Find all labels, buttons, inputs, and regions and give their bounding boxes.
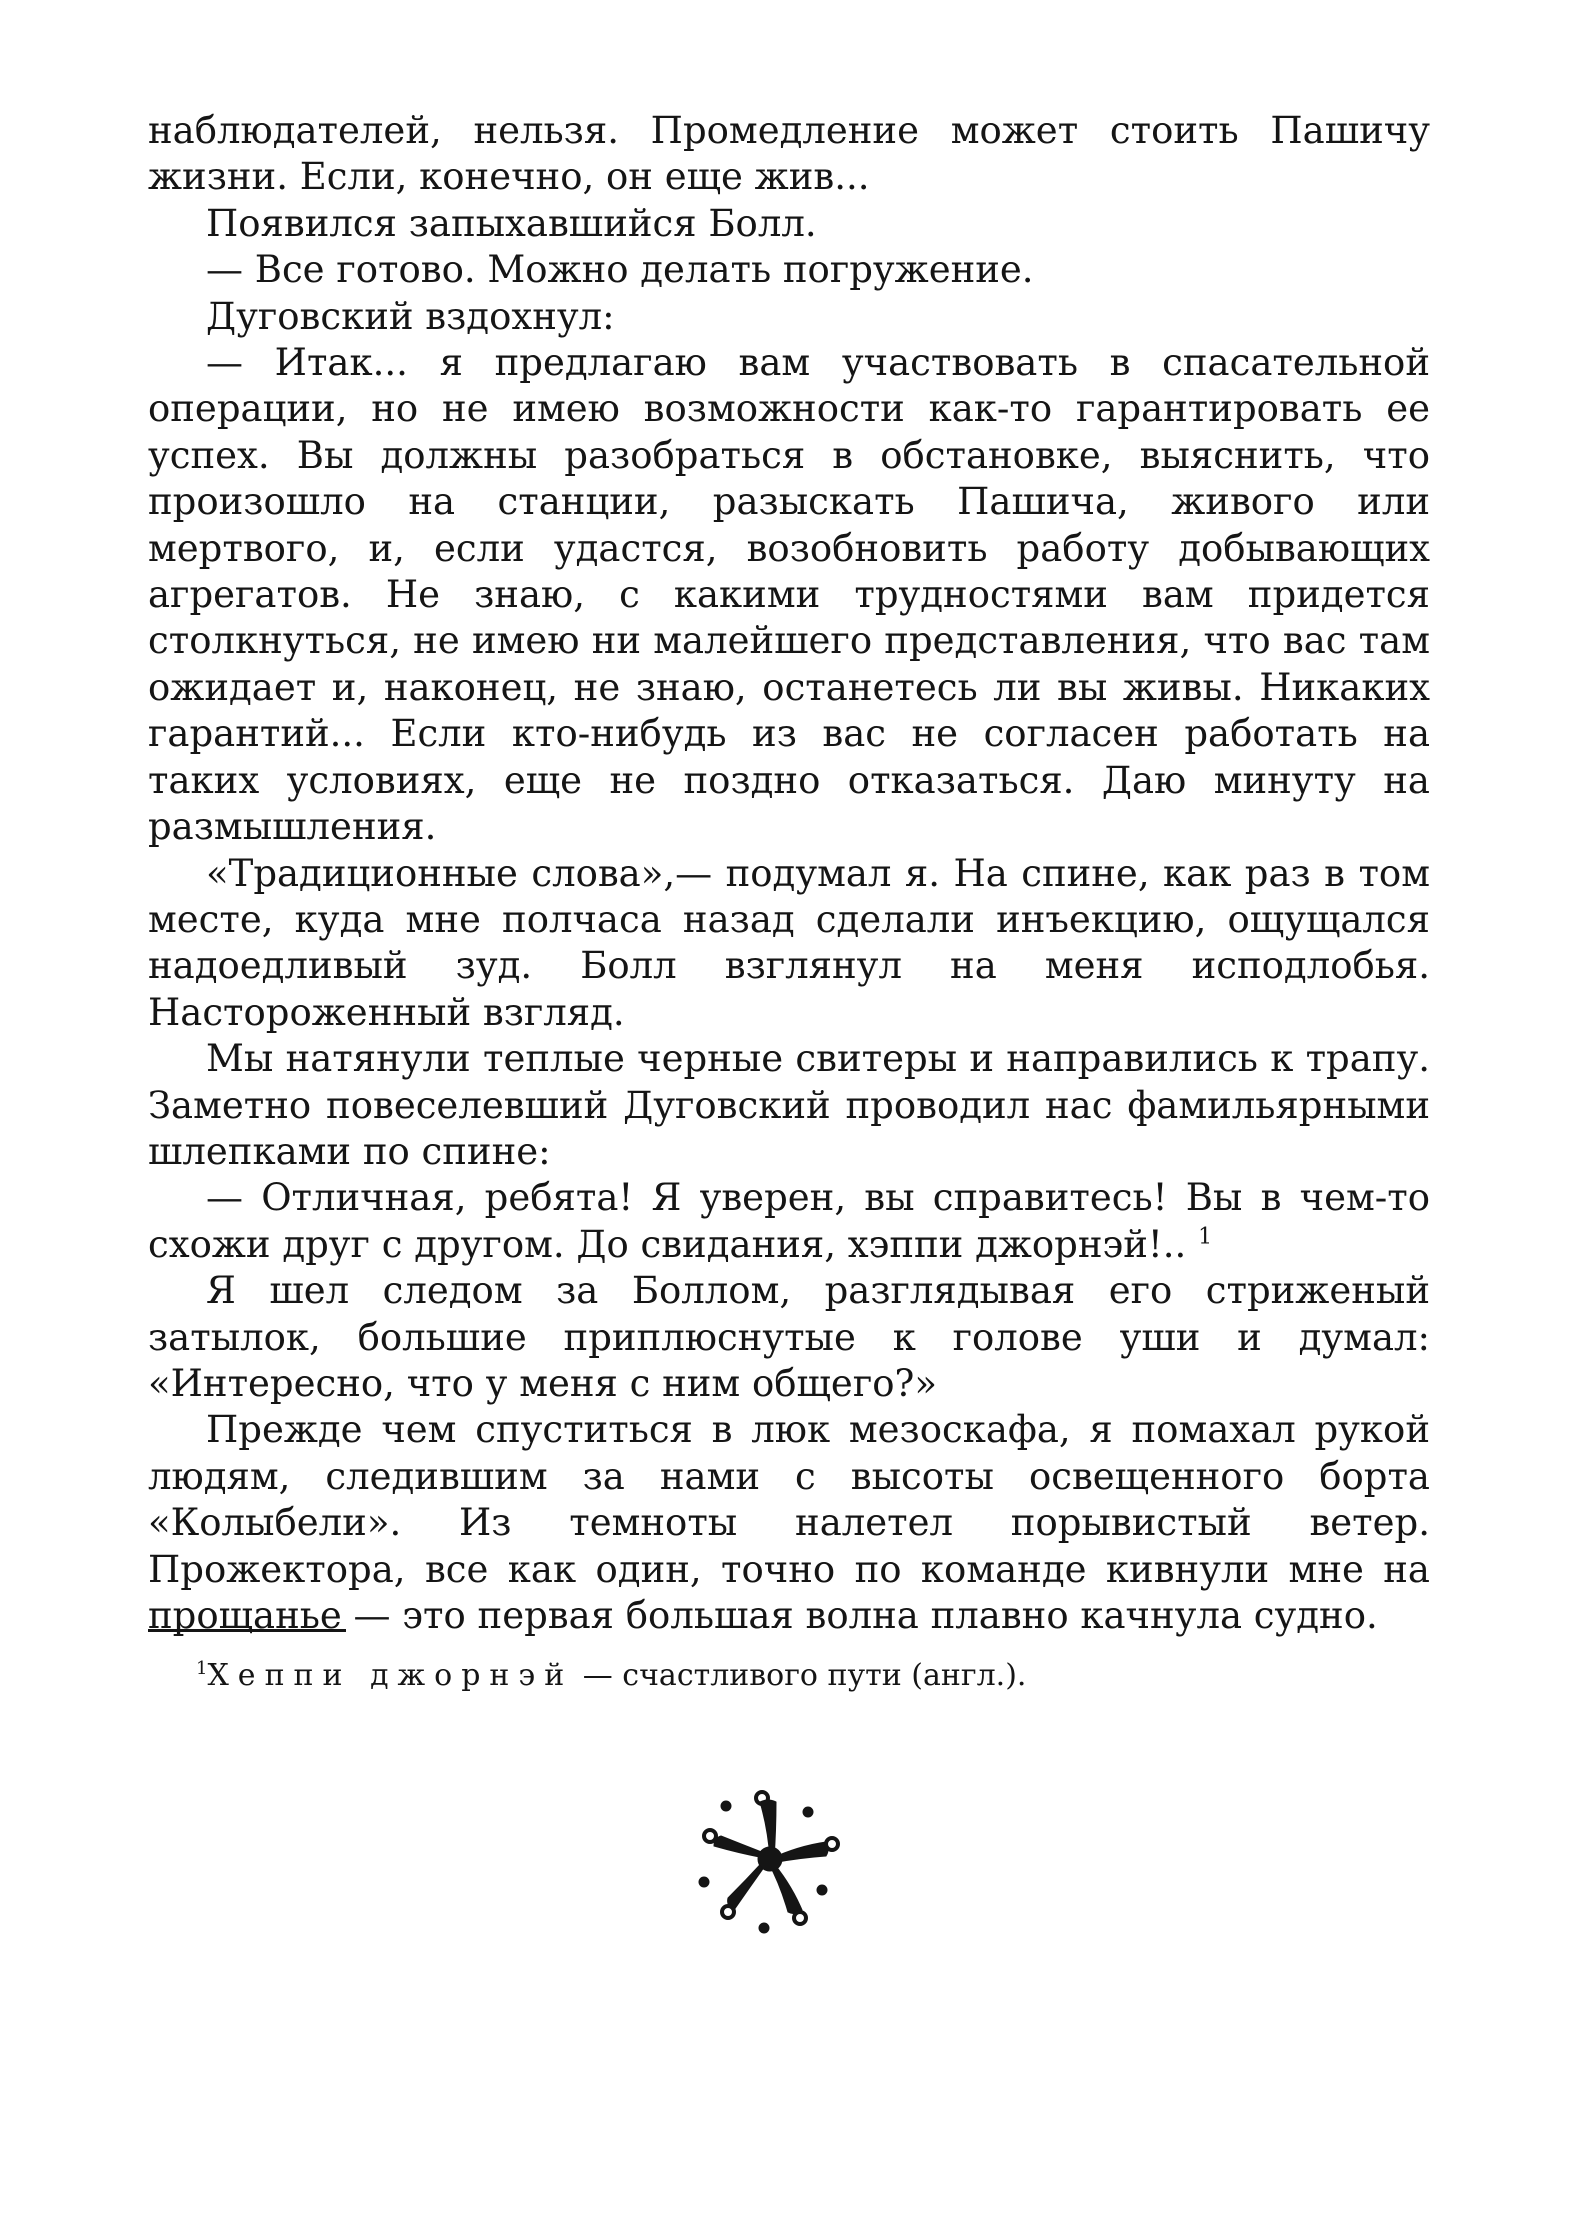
footnote-term: Хеппи джорнэй: [207, 1658, 574, 1693]
footnote: [196, 1658, 1296, 1694]
paragraph: наблюдателей, нельзя. Промедление может стоить Пашичу жизни. Если, конечно, он еще жив...: [148, 109, 1430, 199]
footnote-definition: — счастливого пути (англ.).: [573, 1658, 1027, 1693]
main-text: [148, 108, 1430, 1639]
dialogue-text: — Отличная, ребята! Я уверен, вы справитесь! Вы в чем-то схожи друг с другом. До свидания, хэппи джорнэй!..: [148, 1176, 1430, 1266]
starfish-ornament-icon: [690, 1784, 850, 1934]
paragraph: Появился запыхавшийся Болл.: [206, 201, 817, 245]
paragraph: Дуговский вздохнул:: [206, 294, 615, 338]
paragraph: Прежде чем спуститься в люк мезоскафа, я помахал рукой людям, следившим за нами с высоты освещенного борта «Колыбели». Из темноты налетел порывистый ветер. Прожектора, все как один, точно по команде кивнули мне на прощанье — это первая большая волна плавно качнула судно.: [148, 1408, 1430, 1637]
dialogue-line: [148, 1175, 1430, 1268]
footnote-reference[interactable]: 1: [1198, 1224, 1213, 1250]
paragraph: «Традиционные слова»,— подумал я. На спине, как раз в том месте, куда мне полчаса назад сделали инъекцию, ощущался надоедливый зуд. Болл взглянул на меня исподлобья. Настороженный взгляд.: [148, 851, 1430, 1034]
dialogue-line: — Итак... я предлагаю вам участвовать в спасательной операции, но не имею возможности как-то гарантировать ее успех. Вы должны разобраться в обстановке, выяснить, что произошло на станции, разыскать Пашича, живого или мертвого, и, если удастся, возобновить работу добывающих агрегатов. Не знаю, с какими трудностями вам придется столкнуться, не имею ни малейшего представления, что вас там ожидает и, наконец, не знаю, останетесь ли вы живы. Никаких гарантий... Если кто-нибудь из вас не согласен работать на таких условиях, еще не поздно отказаться. Даю минуту на размышления.: [148, 341, 1430, 849]
dialogue-line: — Все готово. Можно делать погружение.: [206, 248, 1034, 292]
paragraph: Мы натянули теплые черные свитеры и направились к трапу. Заметно повеселевший Дуговский проводил нас фамильярными шлепками по спине:: [148, 1037, 1430, 1173]
ornament-graphic: [690, 1784, 850, 1934]
paragraph: Я шел следом за Боллом, разглядывая его стриженый затылок, большие приплюснутые к голове уши и думал: «Интересно, что у меня с ним общего?»: [148, 1269, 1430, 1405]
footnote-number: 1: [196, 1658, 208, 1679]
footnote-divider: [148, 1629, 346, 1632]
